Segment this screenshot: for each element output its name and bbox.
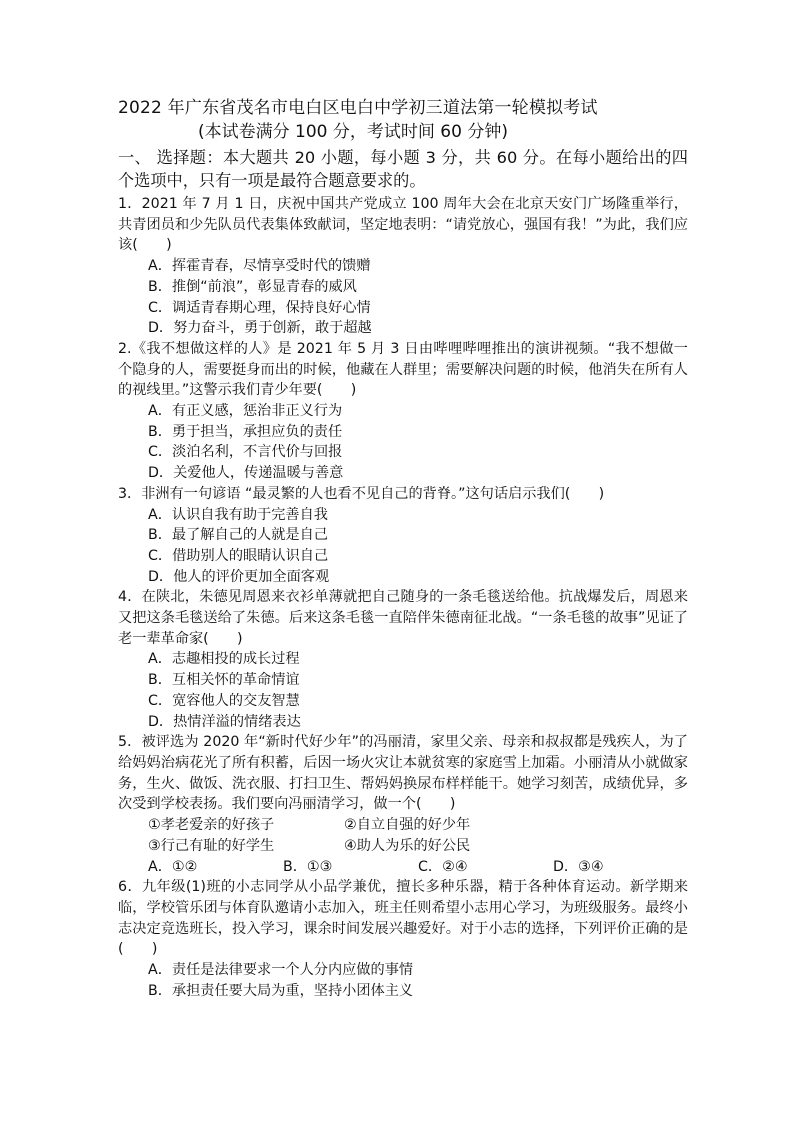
question-1	[118, 194, 688, 339]
question-4	[118, 587, 688, 732]
question-3	[118, 484, 688, 588]
choice-a: A．①②	[148, 858, 198, 875]
choice-row	[148, 857, 688, 878]
option-a: A．有正义感，惩治非正义行为	[148, 403, 343, 420]
option-d: D．他人的评价更加全面客观	[148, 568, 330, 585]
choice-c: C．②④	[418, 858, 468, 875]
question-stem: 3．非洲有一句谚语 “最灵繁的人也看不见自己的背脊。”这句话启示我们( )	[118, 485, 605, 502]
exam-title: 2022 年广东省茂名市电白区电白中学初三道法第一轮模拟考试	[118, 98, 598, 118]
option-c: C．淡泊名利，不言代价与回报	[148, 444, 343, 461]
option-b: B．最了解自己的人就是自己	[148, 527, 328, 544]
statement-item: ③行己有耻的好学生	[148, 837, 275, 854]
choice-d: D．③④	[553, 858, 604, 875]
choice-b: B．①③	[283, 858, 333, 875]
option-d: D．热情洋溢的情绪表达	[148, 713, 301, 730]
option-b: B．勇于担当，承担应负的责任	[148, 423, 343, 440]
option-d: D．努力奋斗，勇于创新，敢于超越	[148, 320, 372, 337]
option-c: C．调适青春期心理，保持良好心情	[148, 299, 371, 316]
exam-page	[118, 96, 688, 1001]
statement-item: ④助人为乐的好公民	[344, 837, 471, 854]
question-stem: 2.《我不想做这样的人》是 2021 年 5 月 3 日由哔哩哔哩推出的演讲视频。“我不想做一个隐身的人，需要挺身而出的时候，他藏在人群里；需要解决问题的时候，他消失在所有人的视线里。”这警示我们青少年要( )	[118, 340, 688, 399]
statement-row	[148, 815, 688, 836]
option-b: B．推倒“前浪”，彰显青春的威风	[148, 278, 357, 295]
statement-row	[148, 836, 688, 857]
question-stem: 1．2021 年 7 月 1 日，庆祝中国共产党成立 100 周年大会在北京天安门广场隆重举行，共青团员和少先队员代表集体致献词，坚定地表明：“请党放心，强国有我！”为此，我们应该( )	[118, 196, 688, 254]
option-a: A．认识自我有助于完善自我	[148, 506, 328, 523]
question-2	[118, 339, 688, 484]
question-5	[118, 732, 688, 877]
question-6	[118, 877, 688, 1001]
option-d: D．关爱他人，传递温暖与善意	[148, 465, 344, 482]
option-a: A．志趣相投的成长过程	[148, 651, 300, 668]
option-c: C．宽容他人的交友智慧	[148, 692, 300, 709]
statement-item: ①孝老爱亲的好孩子	[148, 817, 275, 834]
question-stem: 5．被评选为 2020 年“新时代好少年”的冯丽清，家里父亲、母亲和叔叔都是残疾人，为了给妈妈治病花光了所有积蓄，后因一场火灾让本就贫寒的家庭雪上加霜。小丽清从小就做家务，生火、做饭、洗衣服、打扫卫生、帮妈妈换尿布样样能干。她学习刻苦，成绩优异，多次受到学校表扬。我们要向冯丽清学习，做一个( )	[118, 734, 688, 813]
option-a: A．挥霍青春，尽情享受时代的馈赠	[148, 258, 371, 275]
section-heading: 一、 选择题：本大题共 20 小题，每小题 3 分，共 60 分。在每小题给出的四个选项中，只有一项是最符合题意要求的。	[118, 148, 688, 190]
option-c: C．借助别人的眼睛认识自己	[148, 547, 329, 564]
option-b: B．承担责任要大局为重，坚持小团体主义	[148, 982, 414, 999]
option-b: B．互相关怀的革命情谊	[148, 672, 300, 689]
question-stem: 4．在陕北，朱德见周恩来衣衫单薄就把自己随身的一条毛毯送给他。抗战爆发后，周恩来又把这条毛毯送给了朱德。后来这条毛毯一直陪伴朱德南征北战。“一条毛毯的故事”见证了老一辈革命家( )	[118, 589, 688, 647]
statement-item: ②自立自强的好少年	[344, 817, 471, 834]
question-stem: 6．九年级(1)班的小志同学从小品学兼优，擅长多种乐器，精于各种体育运动。新学期来临，学校管乐团与体育队邀请小志加入，班主任则希望小志用心学习，为班级服务。最终小志决定竞选班长，投入学习，课余时间发展兴趣爱好。对于小志的选择，下列评价正确的是( )	[118, 879, 688, 958]
option-a: A．责任是法律要求一个人分内应做的事情	[148, 962, 414, 979]
exam-subtitle: (本试卷满分 100 分，考试时间 60 分钟)	[198, 122, 508, 142]
